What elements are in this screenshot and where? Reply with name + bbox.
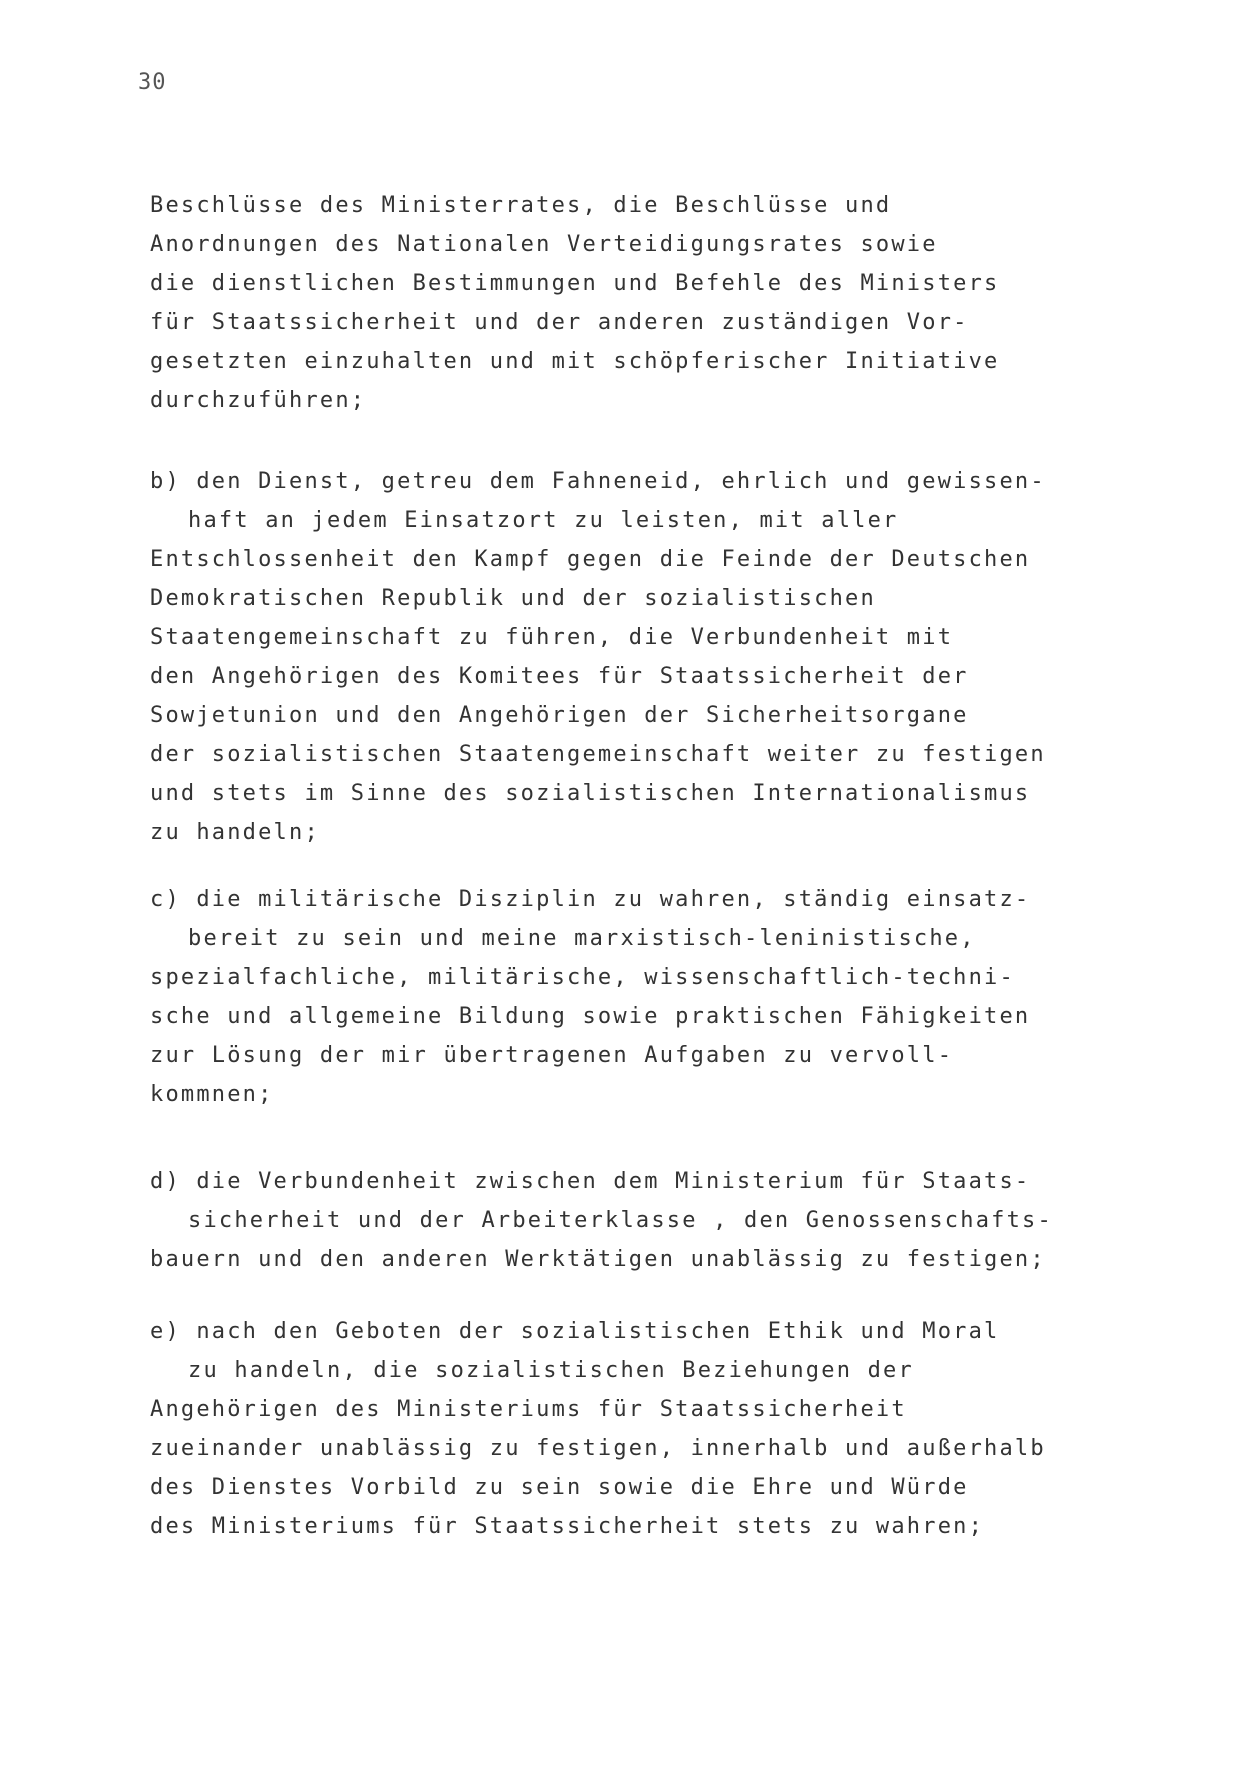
text-line: bereit zu sein und meine marxistisch-leninistische, <box>188 926 976 951</box>
text-line: des Dienstes Vorbild zu sein sowie die Ehre und Würde <box>150 1475 969 1500</box>
text-line: Angehörigen des Ministeriums für Staatssicherheit <box>150 1397 907 1422</box>
list-item-c <box>150 880 1090 1114</box>
text-line: zur Lösung der mir übertragenen Aufgaben zu vervoll- <box>150 1043 954 1068</box>
text-line: e) nach den Geboten der sozialistischen Ethik und Moral <box>150 1319 1000 1344</box>
text-line: d) die Verbundenheit zwischen dem Ministerium für Staats- <box>150 1169 1031 1194</box>
text-line: für Staatssicherheit und der anderen zuständigen Vor- <box>150 310 969 335</box>
intro-paragraph <box>150 186 1090 420</box>
text-line: c) die militärische Disziplin zu wahren, ständig einsatz- <box>150 887 1031 912</box>
text-line: der sozialistischen Staatengemeinschaft weiter zu festigen <box>150 742 1046 767</box>
text-line: Sowjetunion und den Angehörigen der Sicherheitsorgane <box>150 703 969 728</box>
text-line: Entschlossenheit den Kampf gegen die Feinde der Deutschen <box>150 547 1031 572</box>
list-item-d <box>150 1162 1090 1279</box>
text-line: sicherheit und der Arbeiterklasse , den Genossenschafts- <box>188 1208 1053 1233</box>
text-line: kommnen; <box>150 1082 274 1107</box>
text-line: spezialfachliche, militärische, wissenschaftlich-techni- <box>150 965 1015 990</box>
text-line: und stets im Sinne des sozialistischen Internationalismus <box>150 781 1031 806</box>
text-line: Demokratischen Republik und der sozialistischen <box>150 586 876 611</box>
text-line: zueinander unablässig zu festigen, innerhalb und außerhalb <box>150 1436 1046 1461</box>
text-line: bauern und den anderen Werktätigen unablässig zu festigen; <box>150 1247 1046 1272</box>
text-line: sche und allgemeine Bildung sowie praktischen Fähigkeiten <box>150 1004 1031 1029</box>
list-item-b <box>150 462 1090 852</box>
page-number: 30 <box>138 70 167 95</box>
text-line: zu handeln; <box>150 820 320 845</box>
text-line: haft an jedem Einsatzort zu leisten, mit aller <box>188 508 899 533</box>
text-line: b) den Dienst, getreu dem Fahneneid, ehrlich und gewissen- <box>150 469 1046 494</box>
text-line: die dienstlichen Bestimmungen und Befehle des Ministers <box>150 271 1000 296</box>
text-line: gesetzten einzuhalten und mit schöpferischer Initiative <box>150 349 1000 374</box>
text-line: durchzuführen; <box>150 388 367 413</box>
text-line: zu handeln, die sozialistischen Beziehungen der <box>188 1358 914 1383</box>
text-line: des Ministeriums für Staatssicherheit stets zu wahren; <box>150 1514 985 1539</box>
list-item-e <box>150 1312 1090 1546</box>
text-line: Beschlüsse des Ministerrates, die Beschlüsse und <box>150 193 892 218</box>
text-line: den Angehörigen des Komitees für Staatssicherheit der <box>150 664 969 689</box>
text-line: Anordnungen des Nationalen Verteidigungsrates sowie <box>150 232 938 257</box>
text-line: Staatengemeinschaft zu führen, die Verbundenheit mit <box>150 625 954 650</box>
